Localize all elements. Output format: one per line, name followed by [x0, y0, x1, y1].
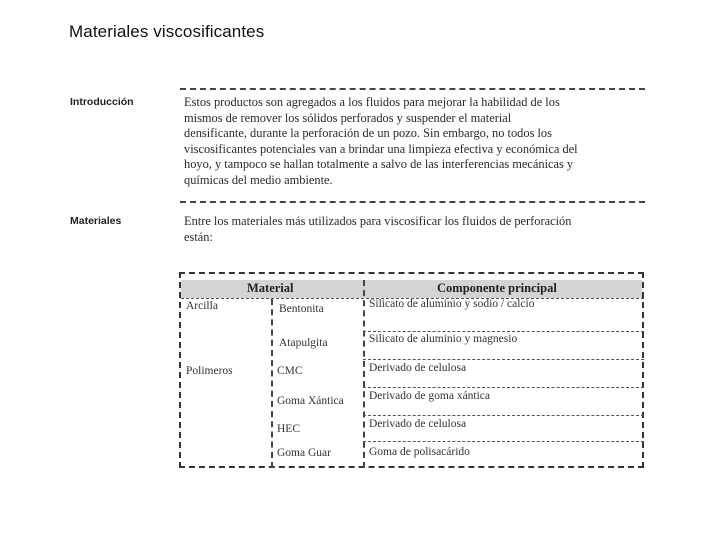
table-cell-material: HEC — [277, 423, 300, 435]
materials-table — [179, 272, 644, 468]
introduccion-line: densificante, durante la perforación de un pozo. Sin embargo, no todos los — [184, 126, 552, 141]
table-cell-material: Atapulgita — [279, 337, 328, 349]
header-componente: Componente principal — [437, 281, 557, 295]
materiales-paragraph — [184, 214, 644, 245]
materiales-line: Entre los materiales más utilizados para viscosificar los fluidos de perforación — [184, 214, 572, 228]
table-cell-componente: Silicato de aluminio y sodio / calcio — [369, 298, 535, 310]
row-divider — [363, 331, 644, 332]
divider-middle — [180, 201, 645, 203]
divider-top — [180, 88, 645, 90]
introduccion-line: químicas del medio ambiente. — [184, 172, 333, 187]
table-cell-material: Bentonita — [279, 303, 324, 315]
table-cell-material: Goma Xántica — [277, 395, 344, 407]
table-cell-material: Goma Guar — [277, 447, 331, 459]
table-cell-componente: Derivado de celulosa — [369, 418, 467, 430]
table-cell-material: CMC — [277, 365, 303, 377]
row-divider — [363, 415, 644, 416]
table-cell-componente: Derivado de goma xántica — [369, 390, 491, 402]
column-divider-componente — [363, 280, 365, 468]
materiales-line: están: — [184, 229, 213, 244]
introduccion-line: Estos productos son agregados a los fluidos para mejorar la habilidad de los — [184, 95, 560, 109]
column-divider-group — [271, 299, 273, 468]
section-label-materiales: Materiales — [70, 215, 122, 227]
header-material: Material — [247, 281, 294, 295]
table-header-row — [181, 280, 642, 298]
group-arcilla: Arcilla — [186, 300, 218, 312]
introduccion-paragraph — [184, 95, 644, 189]
page-title: Materiales viscosificantes — [69, 22, 265, 41]
group-polimeros: Polimeros — [186, 365, 233, 377]
section-label-introduccion: Introducción — [70, 96, 134, 108]
row-divider — [363, 441, 644, 442]
introduccion-line: hoyo, y tampoco se hallan totalmente a salvo de las interferencias mecánicas y — [184, 157, 574, 172]
table-cell-componente: Derivado de celulosa — [369, 362, 467, 374]
row-divider — [363, 387, 644, 388]
table-cell-componente: Goma de polisacárido — [369, 446, 470, 458]
table-cell-componente: Silicato de aluminio y magnesio — [369, 333, 518, 345]
introduccion-line: viscosificantes potenciales van a brindar una limpieza efectiva y económica del — [184, 141, 578, 156]
introduccion-line: mismos de remover los sólidos perforados y suspender el material — [184, 110, 512, 125]
row-divider — [363, 359, 644, 360]
